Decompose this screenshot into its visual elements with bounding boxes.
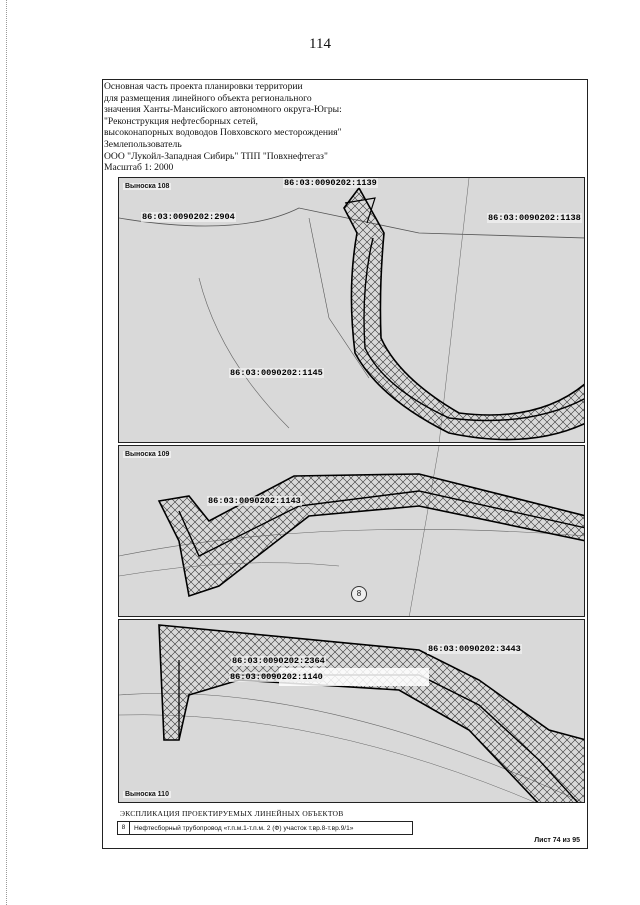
explication-row-text: Нефтесборный трубопровод «т.п.м.1-т.п.м. 2 (Ф) участок т.вр.8-т.вр.9/1» [134, 824, 354, 832]
cadastral-label: 86:03:0090202:1138 [488, 213, 581, 223]
callout-label: Выноска 109 [125, 451, 170, 458]
corridor-shape [159, 474, 585, 596]
map-panel-108 [118, 177, 585, 443]
sheet-number: Лист 74 из 95 [534, 837, 580, 844]
header-line: для размещения линейного объекта регионального [104, 92, 312, 104]
header-line: Землепользователь [104, 138, 182, 150]
header-line: значения Ханты-Мансийского автономного округа-Югры: [104, 104, 342, 116]
page-number: 114 [309, 36, 331, 52]
corridor-shape [344, 188, 585, 440]
cadastral-label: 86:03:0090202:1145 [230, 368, 323, 378]
cadastral-label: 86:03:0090202:1140 [230, 672, 323, 682]
explication-row-number: 8 [118, 822, 130, 834]
drawing-header [104, 81, 404, 174]
explication-title: ЭКСПЛИКАЦИЯ ПРОЕКТИРУЕМЫХ ЛИНЕЙНЫХ ОБЪЕКТОВ [120, 809, 344, 818]
header-line: ООО "Лукойл-Западная Сибирь" ТПП "Повхнефтегаз" [104, 150, 328, 162]
object-marker: 8 [351, 586, 367, 602]
header-line: Основная часть проекта планировки территории [104, 81, 303, 92]
header-line: Масштаб 1: 2000 [104, 162, 174, 174]
cadastral-label: 86:03:0090202:2904 [142, 212, 235, 222]
map-panel-109 [118, 445, 585, 617]
header-line: высоконапорных водоводов Повховского месторождения" [104, 127, 342, 139]
callout-label: Выноска 108 [125, 183, 170, 190]
explication-row [117, 821, 413, 835]
cadastral-label: 86:03:0090202:1139 [284, 178, 377, 188]
callout-label: Выноска 110 [125, 791, 169, 798]
cadastral-label: 86:03:0090202:2364 [232, 656, 325, 666]
cadastral-label: 86:03:0090202:3443 [428, 644, 521, 654]
cadastral-label: 86:03:0090202:1143 [208, 496, 301, 506]
header-line: "Реконструкция нефтесборных сетей, [104, 115, 258, 127]
map-panel-110 [118, 619, 585, 803]
page-edge [6, 0, 7, 905]
